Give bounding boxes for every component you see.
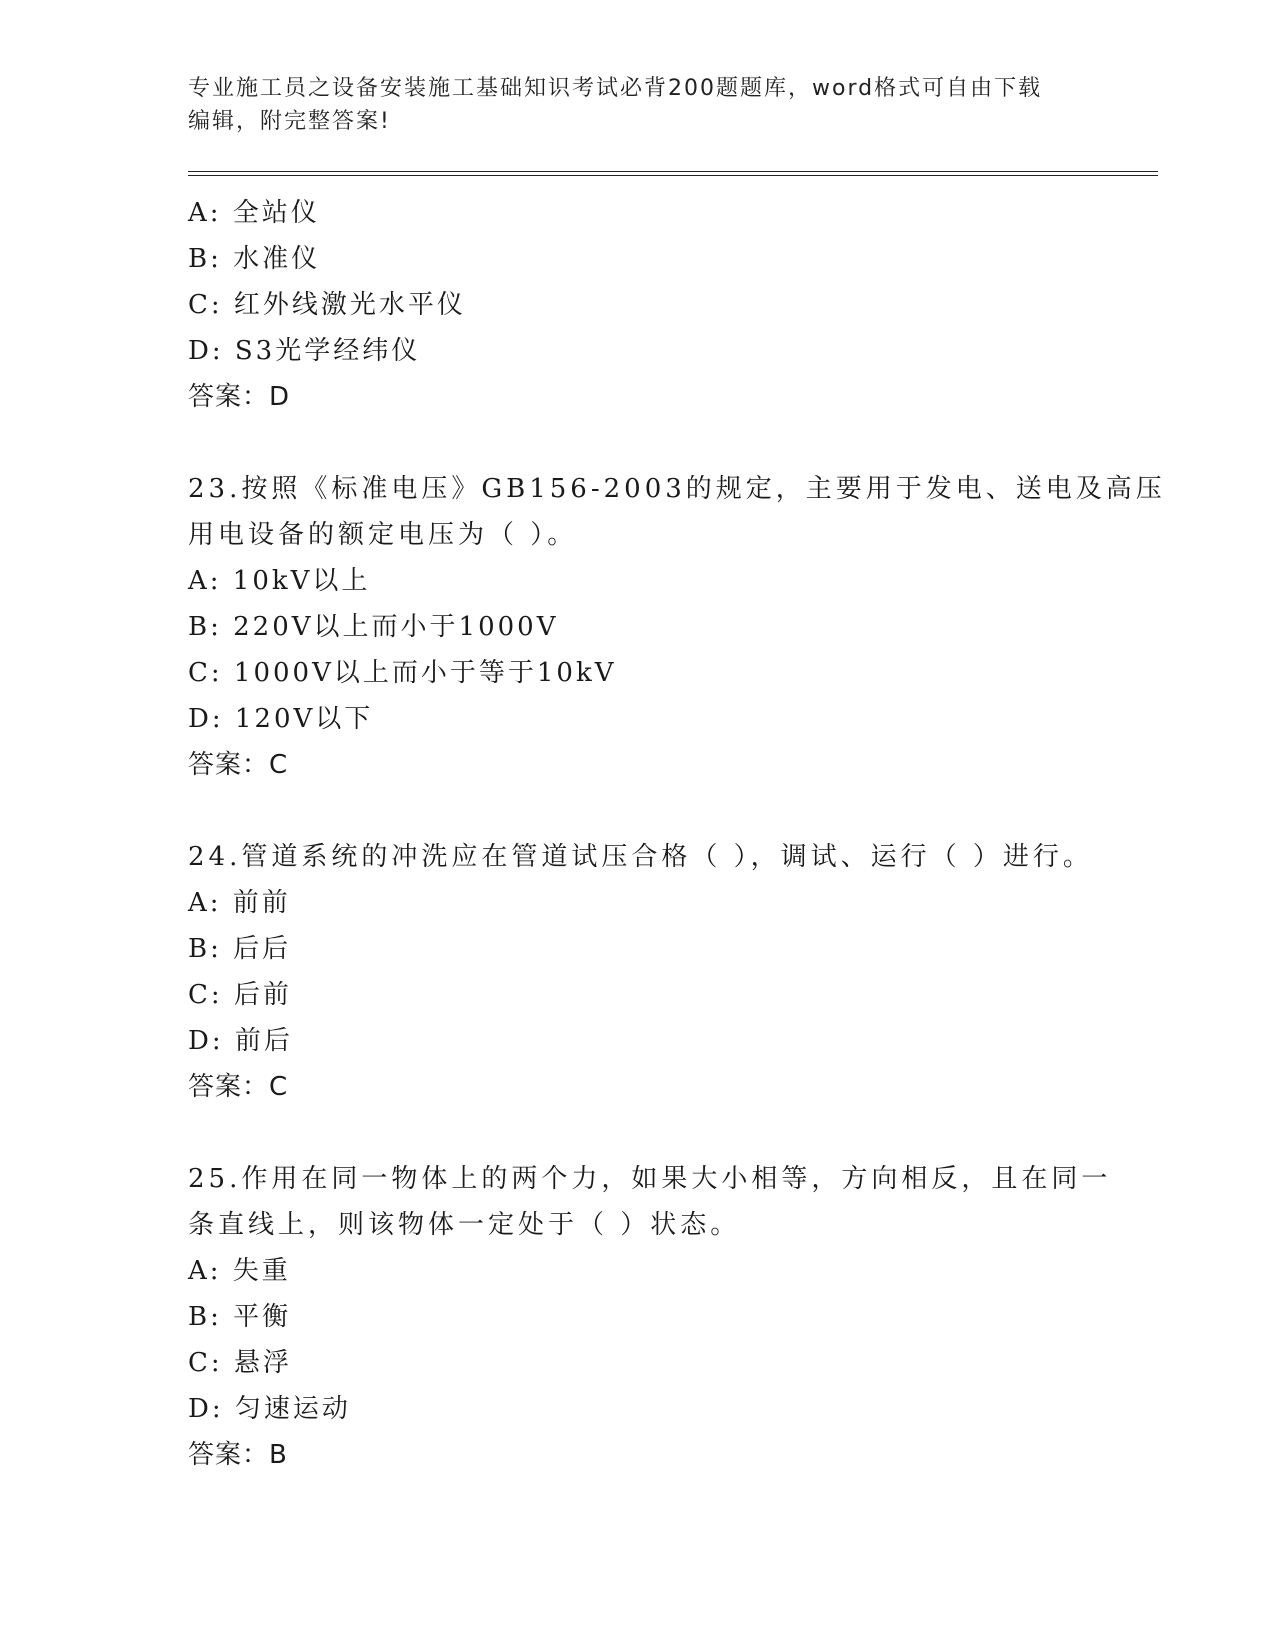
question-22-tail: [188, 190, 1088, 420]
question-stem: 用电设备的额定电压为（ ）。: [188, 520, 578, 550]
question-24: [188, 834, 1093, 1110]
header-divider-top: [188, 171, 1158, 172]
option-b: B: 后后: [188, 934, 292, 964]
document-header: [188, 72, 1088, 138]
option-d: D: S3光学经纬仪: [188, 336, 421, 366]
question-stem: 条直线上，则该物体一定处于（ ）状态。: [188, 1210, 741, 1240]
answer: 答案：C: [188, 1072, 289, 1102]
answer: 答案：B: [188, 1440, 288, 1470]
option-a: A: 10kV以上: [188, 566, 371, 596]
answer: 答案：C: [188, 750, 289, 780]
question-23: [188, 466, 1166, 788]
option-b: B: 平衡: [188, 1302, 292, 1332]
option-c: C: 1000V以上而小于等于10kV: [188, 658, 617, 688]
header-line-1: 专业施工员之设备安装施工基础知识考试必背200题题库，word格式可自由下载: [188, 76, 1043, 101]
option-c: C: 红外线激光水平仪: [188, 290, 466, 320]
header-line-2: 编辑，附完整答案!: [188, 109, 391, 134]
option-c: C: 后前: [188, 980, 292, 1010]
option-b: B: 220V以上而小于1000V: [188, 612, 559, 642]
option-a: A: 全站仪: [188, 198, 320, 228]
option-c: C: 悬浮: [188, 1348, 292, 1378]
option-d: D: 前后: [188, 1026, 293, 1056]
question-stem: 24.管道系统的冲洗应在管道试压合格（ ），调试、运行（ ）进行。: [188, 842, 1093, 872]
option-d: D: 匀速运动: [188, 1394, 351, 1424]
option-a: A: 失重: [188, 1256, 291, 1286]
option-b: B: 水准仪: [188, 244, 321, 274]
answer: 答案：D: [188, 382, 291, 412]
question-stem: 25.作用在同一物体上的两个力，如果大小相等，方向相反，且在同一: [188, 1164, 1112, 1194]
question-25: [188, 1156, 1112, 1478]
option-d: D: 120V以下: [188, 704, 374, 734]
option-a: A: 前前: [188, 888, 291, 918]
question-stem: 23.按照《标准电压》GB156-2003的规定，主要用于发电、送电及高压: [188, 474, 1166, 504]
question-list: [188, 190, 1166, 1524]
header-divider-bottom: [188, 175, 1158, 176]
